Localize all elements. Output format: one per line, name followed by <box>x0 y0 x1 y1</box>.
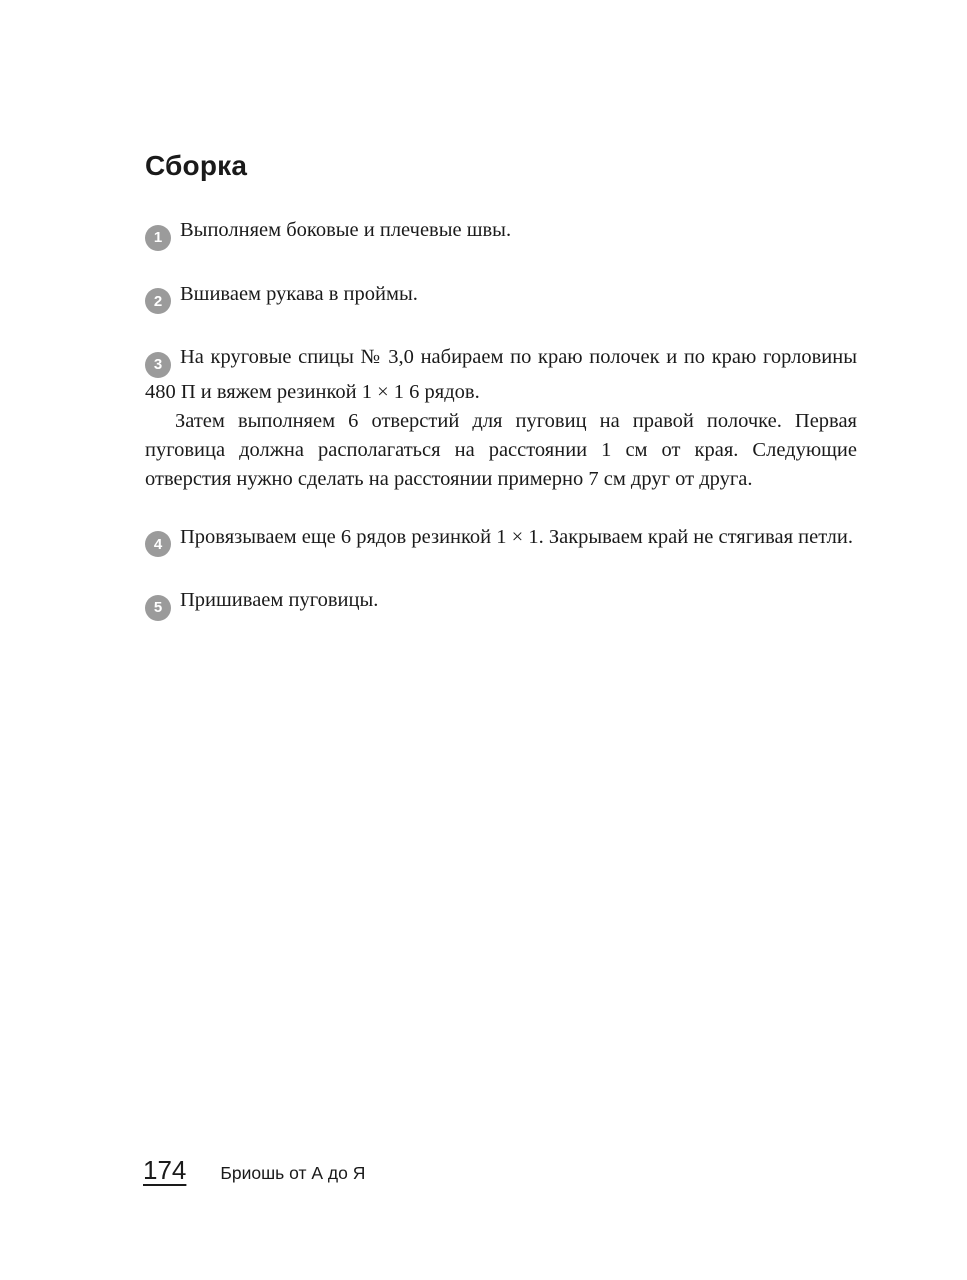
step-3-follow-up: Затем выполняем 6 отверстий для пуговиц на правой полочке. Первая пуговица должна располагаться на расстоянии 1 см от края. Следующие отверстия нужно сделать на расстоянии примерно 7 см друг от друга. <box>145 409 857 490</box>
page-number: 174 <box>143 1155 187 1185</box>
step-text: Выполняем боковые и плечевые швы. <box>180 219 512 241</box>
step-1 <box>145 216 857 251</box>
step-4 <box>145 523 857 558</box>
step-5 <box>145 586 857 621</box>
step-number-badge: 4 <box>145 531 171 557</box>
page-content <box>145 150 857 650</box>
step-number-badge: 3 <box>145 352 171 378</box>
step-2 <box>145 280 857 315</box>
step-text: Пришиваем пуговицы. <box>180 589 379 611</box>
step-text: Вшиваем рукава в проймы. <box>180 282 418 305</box>
step-3-main <box>145 343 857 407</box>
step-number-badge: 5 <box>145 595 171 621</box>
step-text: На круговые спицы № 3,0 набираем по краю полочек и по краю горловины 480 П и вяжем резинкой 1 × 1 6 рядов. <box>145 346 857 403</box>
section-heading: Сборка <box>145 150 248 181</box>
step-number-badge: 1 <box>145 225 171 251</box>
step-3 <box>145 343 857 494</box>
step-text: Провязываем еще 6 рядов резинкой 1 × 1. Закрываем край не стягивая петли. <box>180 525 853 548</box>
page-footer <box>143 1155 365 1186</box>
book-title: Бриошь от А до Я <box>220 1163 366 1183</box>
step-number-badge: 2 <box>145 288 171 314</box>
